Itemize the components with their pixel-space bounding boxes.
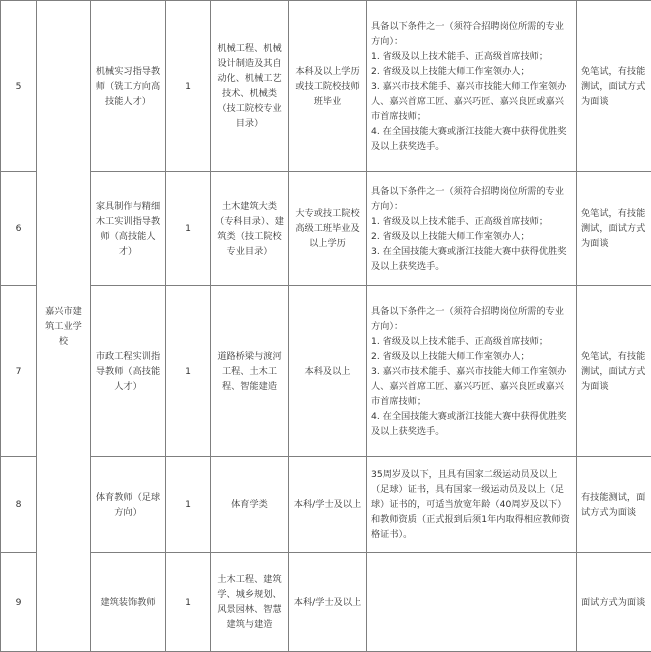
requirement-line: 1. 省级及以上技术能手、正高级首席技师； bbox=[371, 49, 572, 64]
row-number: 9 bbox=[1, 553, 37, 652]
major-requirement: 机械工程、机械设计制造及其自动化、机械工艺技术、机械类（技工院校专业目录） bbox=[211, 1, 289, 172]
requirement-line: 2. 省级及以上技能大师工作室领办人； bbox=[371, 229, 572, 244]
major-requirement: 土木建筑大类（专科目录）、建筑类（技工院校专业目录） bbox=[211, 172, 289, 286]
other-requirements bbox=[367, 457, 577, 553]
headcount: 1 bbox=[166, 457, 211, 553]
row-number: 7 bbox=[1, 286, 37, 457]
table-row bbox=[1, 457, 651, 553]
requirement-line: 4. 在全国技能大赛或浙江技能大赛中获得优胜奖及以上获奖选手。 bbox=[371, 124, 572, 154]
table-row bbox=[1, 172, 651, 286]
requirement-line: 具备以下条件之一（须符合招聘岗位所需的专业方向）： bbox=[371, 304, 572, 334]
exam-method: 面试方式为面谈 bbox=[577, 553, 651, 652]
row-number: 5 bbox=[1, 1, 37, 172]
position-name: 建筑装饰教师 bbox=[91, 553, 166, 652]
education-requirement: 大专或技工院校高级工班毕业及以上学历 bbox=[289, 172, 367, 286]
hiring-unit: 嘉兴市建筑工业学校 bbox=[37, 1, 91, 652]
row-number: 8 bbox=[1, 457, 37, 553]
headcount: 1 bbox=[166, 286, 211, 457]
exam-method: 免笔试，有技能测试，面试方式为面谈 bbox=[577, 172, 651, 286]
table-row bbox=[1, 286, 651, 457]
other-requirements bbox=[367, 172, 577, 286]
requirement-line: 2. 省级及以上技能大师工作室领办人； bbox=[371, 64, 572, 79]
position-name: 家具制作与精细木工实训指导教师（高技能人才） bbox=[91, 172, 166, 286]
requirement-line: 具备以下条件之一（须符合招聘岗位所需的专业方向）： bbox=[371, 19, 572, 49]
exam-method: 免笔试，有技能测试，面试方式为面谈 bbox=[577, 1, 651, 172]
position-name: 市政工程实训指导教师（高技能人才） bbox=[91, 286, 166, 457]
headcount: 1 bbox=[166, 553, 211, 652]
major-requirement: 道路桥梁与渡河工程、土木工程、智能建造 bbox=[211, 286, 289, 457]
position-name: 体育教师（足球方向） bbox=[91, 457, 166, 553]
requirement-line: 3. 在全国技能大赛或浙江技能大赛中获得优胜奖及以上获奖选手。 bbox=[371, 244, 572, 274]
requirement-line: 2. 省级及以上技能大师工作室领办人； bbox=[371, 349, 572, 364]
requirement-line: 1. 省级及以上技术能手、正高级首席技师； bbox=[371, 214, 572, 229]
requirement-line: 1. 省级及以上技术能手、正高级首席技师； bbox=[371, 334, 572, 349]
headcount: 1 bbox=[166, 1, 211, 172]
requirement-line: 具备以下条件之一（须符合招聘岗位所需的专业方向）： bbox=[371, 184, 572, 214]
exam-method: 免笔试，有技能测试，面试方式为面谈 bbox=[577, 286, 651, 457]
education-requirement: 本科/学士及以上 bbox=[289, 457, 367, 553]
education-requirement: 本科及以上学历或技工院校技师班毕业 bbox=[289, 1, 367, 172]
table-row bbox=[1, 1, 651, 172]
other-requirements bbox=[367, 1, 577, 172]
requirement-line: 35周岁及以下，且具有国家二级运动员及以上（足球）证书，具有国家一级运动员及以上（足球）证书的，可适当放宽年龄（40周岁及以下）和教师资质（正式报到后须1年内取得相应教师资格证书）。 bbox=[371, 467, 572, 542]
headcount: 1 bbox=[166, 172, 211, 286]
row-number: 6 bbox=[1, 172, 37, 286]
major-requirement: 体育学类 bbox=[211, 457, 289, 553]
position-name: 机械实习指导教师（铣工方向高技能人才） bbox=[91, 1, 166, 172]
requirement-line: 3. 嘉兴市技术能手、嘉兴市技能大师工作室领办人、嘉兴首席工匠、嘉兴巧匠、嘉兴良匠或嘉兴市首席技师； bbox=[371, 364, 572, 409]
other-requirements bbox=[367, 286, 577, 457]
other-requirements bbox=[367, 553, 577, 652]
education-requirement: 本科/学士及以上 bbox=[289, 553, 367, 652]
education-requirement: 本科及以上 bbox=[289, 286, 367, 457]
requirement-line: 4. 在全国技能大赛或浙江技能大赛中获得优胜奖及以上获奖选手。 bbox=[371, 409, 572, 439]
table-row bbox=[1, 553, 651, 652]
exam-method: 有技能测试，面试方式为面谈 bbox=[577, 457, 651, 553]
major-requirement: 土木工程、建筑学、城乡规划、风景园林、智慧建筑与建造 bbox=[211, 553, 289, 652]
requirement-line: 3. 嘉兴市技术能手、嘉兴市技能大师工作室领办人、嘉兴首席工匠、嘉兴巧匠、嘉兴良匠或嘉兴市首席技师； bbox=[371, 79, 572, 124]
